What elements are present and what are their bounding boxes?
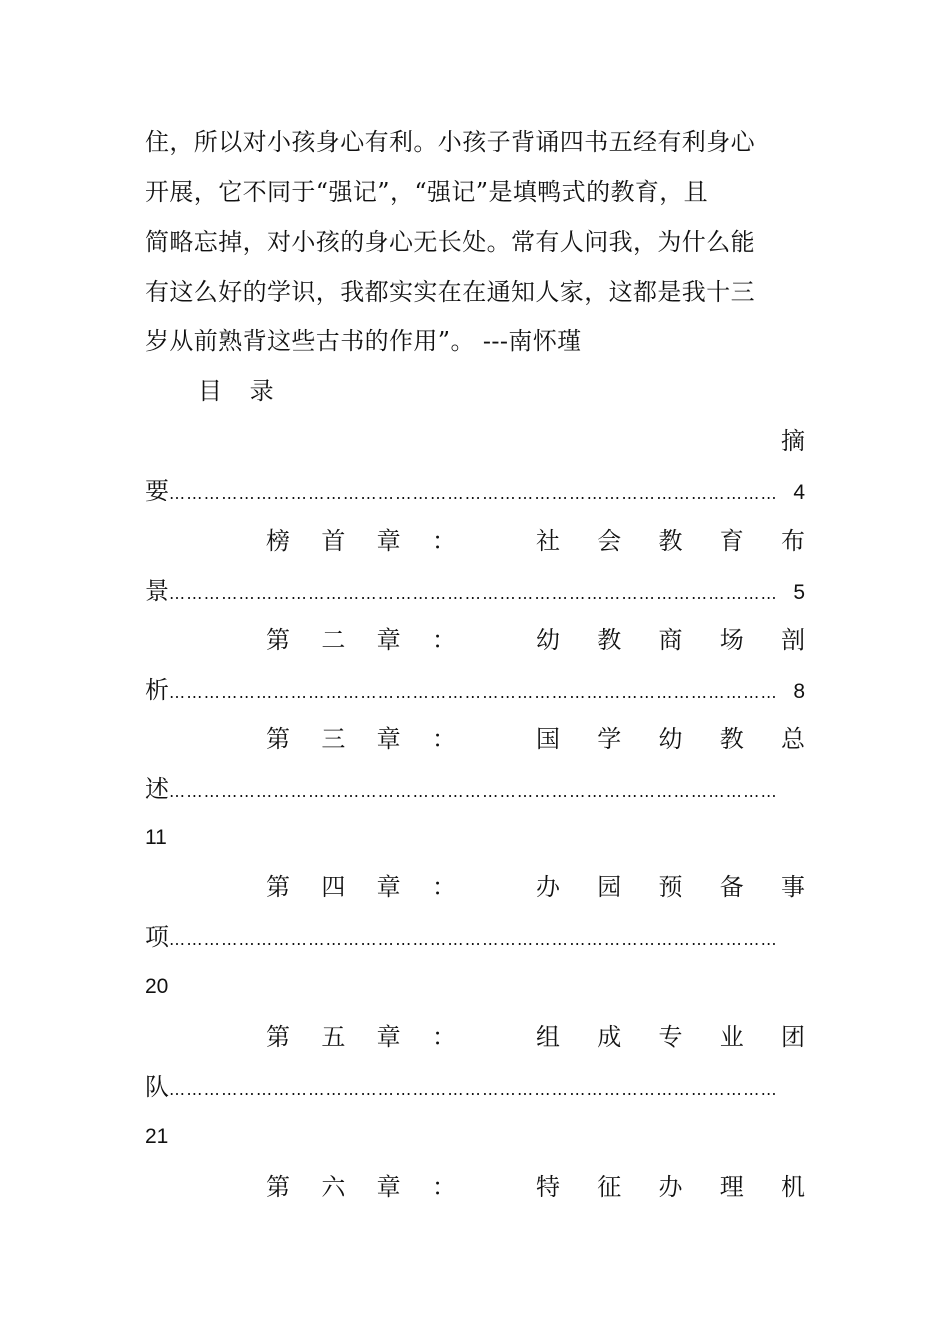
chapter-prefix: 第 六 章 ： bbox=[266, 1173, 456, 1201]
toc-entry-tail: 述 bbox=[145, 775, 169, 803]
toc-chapter-heading[interactable] bbox=[266, 516, 805, 566]
chapter-prefix: 第 三 章 ： bbox=[266, 725, 456, 753]
chapter-prefix: 第 五 章 ： bbox=[266, 1023, 456, 1051]
toc-page-number: 11 bbox=[145, 826, 167, 849]
chapter-prefix: 第 二 章 ： bbox=[266, 626, 456, 654]
dot-leader: …………………………………………………………………………………………… bbox=[169, 584, 778, 603]
toc-chapter-heading[interactable] bbox=[266, 714, 805, 764]
toc-title: 目 录 bbox=[198, 377, 284, 405]
toc-entry-chapter-3[interactable] bbox=[145, 764, 805, 814]
toc-chapter-heading[interactable] bbox=[266, 1162, 805, 1212]
toc-page-number: 5 bbox=[793, 581, 805, 604]
toc-entry-tail: 析 bbox=[145, 676, 169, 704]
toc-page-number: 21 bbox=[145, 1125, 169, 1148]
toc-entry-tail: 队 bbox=[145, 1073, 169, 1101]
toc-entry-tail: 要 bbox=[145, 477, 169, 505]
quote-line: 住，所以对小孩身心有利。小孩子背诵四书五经有利身心 bbox=[145, 128, 755, 156]
toc-abstract-heading: 摘 bbox=[781, 427, 805, 455]
chapter-prefix: 第 四 章 ： bbox=[266, 873, 456, 901]
chapter-prefix: 榜 首 章 ： bbox=[266, 527, 456, 555]
quote-line: 简略忘掉，对小孩的身心无长处。常有人问我，为什么能 bbox=[145, 228, 755, 256]
toc-chapter-heading[interactable] bbox=[266, 615, 805, 665]
dot-leader: …………………………………………………………………………………………… bbox=[169, 930, 778, 949]
chapter-name: 社 会 教 育 布 bbox=[536, 527, 805, 555]
chapter-name: 组 成 专 业 团 bbox=[536, 1023, 805, 1051]
toc-entry-tail: 项 bbox=[145, 923, 169, 951]
chapter-name: 国 学 幼 教 总 bbox=[536, 725, 805, 753]
dot-leader: …………………………………………………………………………………………… bbox=[169, 484, 778, 503]
toc-page-number: 4 bbox=[793, 481, 805, 504]
toc-page-number: 20 bbox=[145, 975, 169, 998]
dot-leader: …………………………………………………………………………………………… bbox=[169, 683, 778, 702]
chapter-name: 特 征 办 理 机 bbox=[536, 1173, 805, 1201]
dot-leader: …………………………………………………………………………………………… bbox=[169, 782, 778, 801]
toc-entry-chapter-4[interactable] bbox=[145, 912, 805, 962]
toc-chapter-heading[interactable] bbox=[266, 862, 805, 912]
quote-line: 开展，它不同于“强记”，“强记”是填鸭式的教育，且 bbox=[145, 178, 709, 206]
quote-line: 岁从前熟背这些古书的作用”。 ---南怀瑾 bbox=[145, 327, 582, 355]
toc-entry-abstract[interactable] bbox=[145, 466, 805, 516]
toc-page-number: 8 bbox=[793, 680, 805, 703]
dot-leader: …………………………………………………………………………………………… bbox=[169, 1080, 778, 1099]
toc-entry-chapter-5[interactable] bbox=[145, 1062, 805, 1112]
toc-entry-tail: 景 bbox=[145, 577, 169, 605]
chapter-name: 办 园 预 备 事 bbox=[536, 873, 805, 901]
quote-line: 有这么好的学识，我都实实在在通知人家，这都是我十三 bbox=[145, 278, 755, 306]
toc-entry-chapter-1[interactable] bbox=[145, 566, 805, 616]
chapter-name: 幼 教 商 场 剖 bbox=[536, 626, 805, 654]
toc-chapter-heading[interactable] bbox=[266, 1012, 805, 1062]
toc-entry-chapter-2[interactable] bbox=[145, 665, 805, 715]
